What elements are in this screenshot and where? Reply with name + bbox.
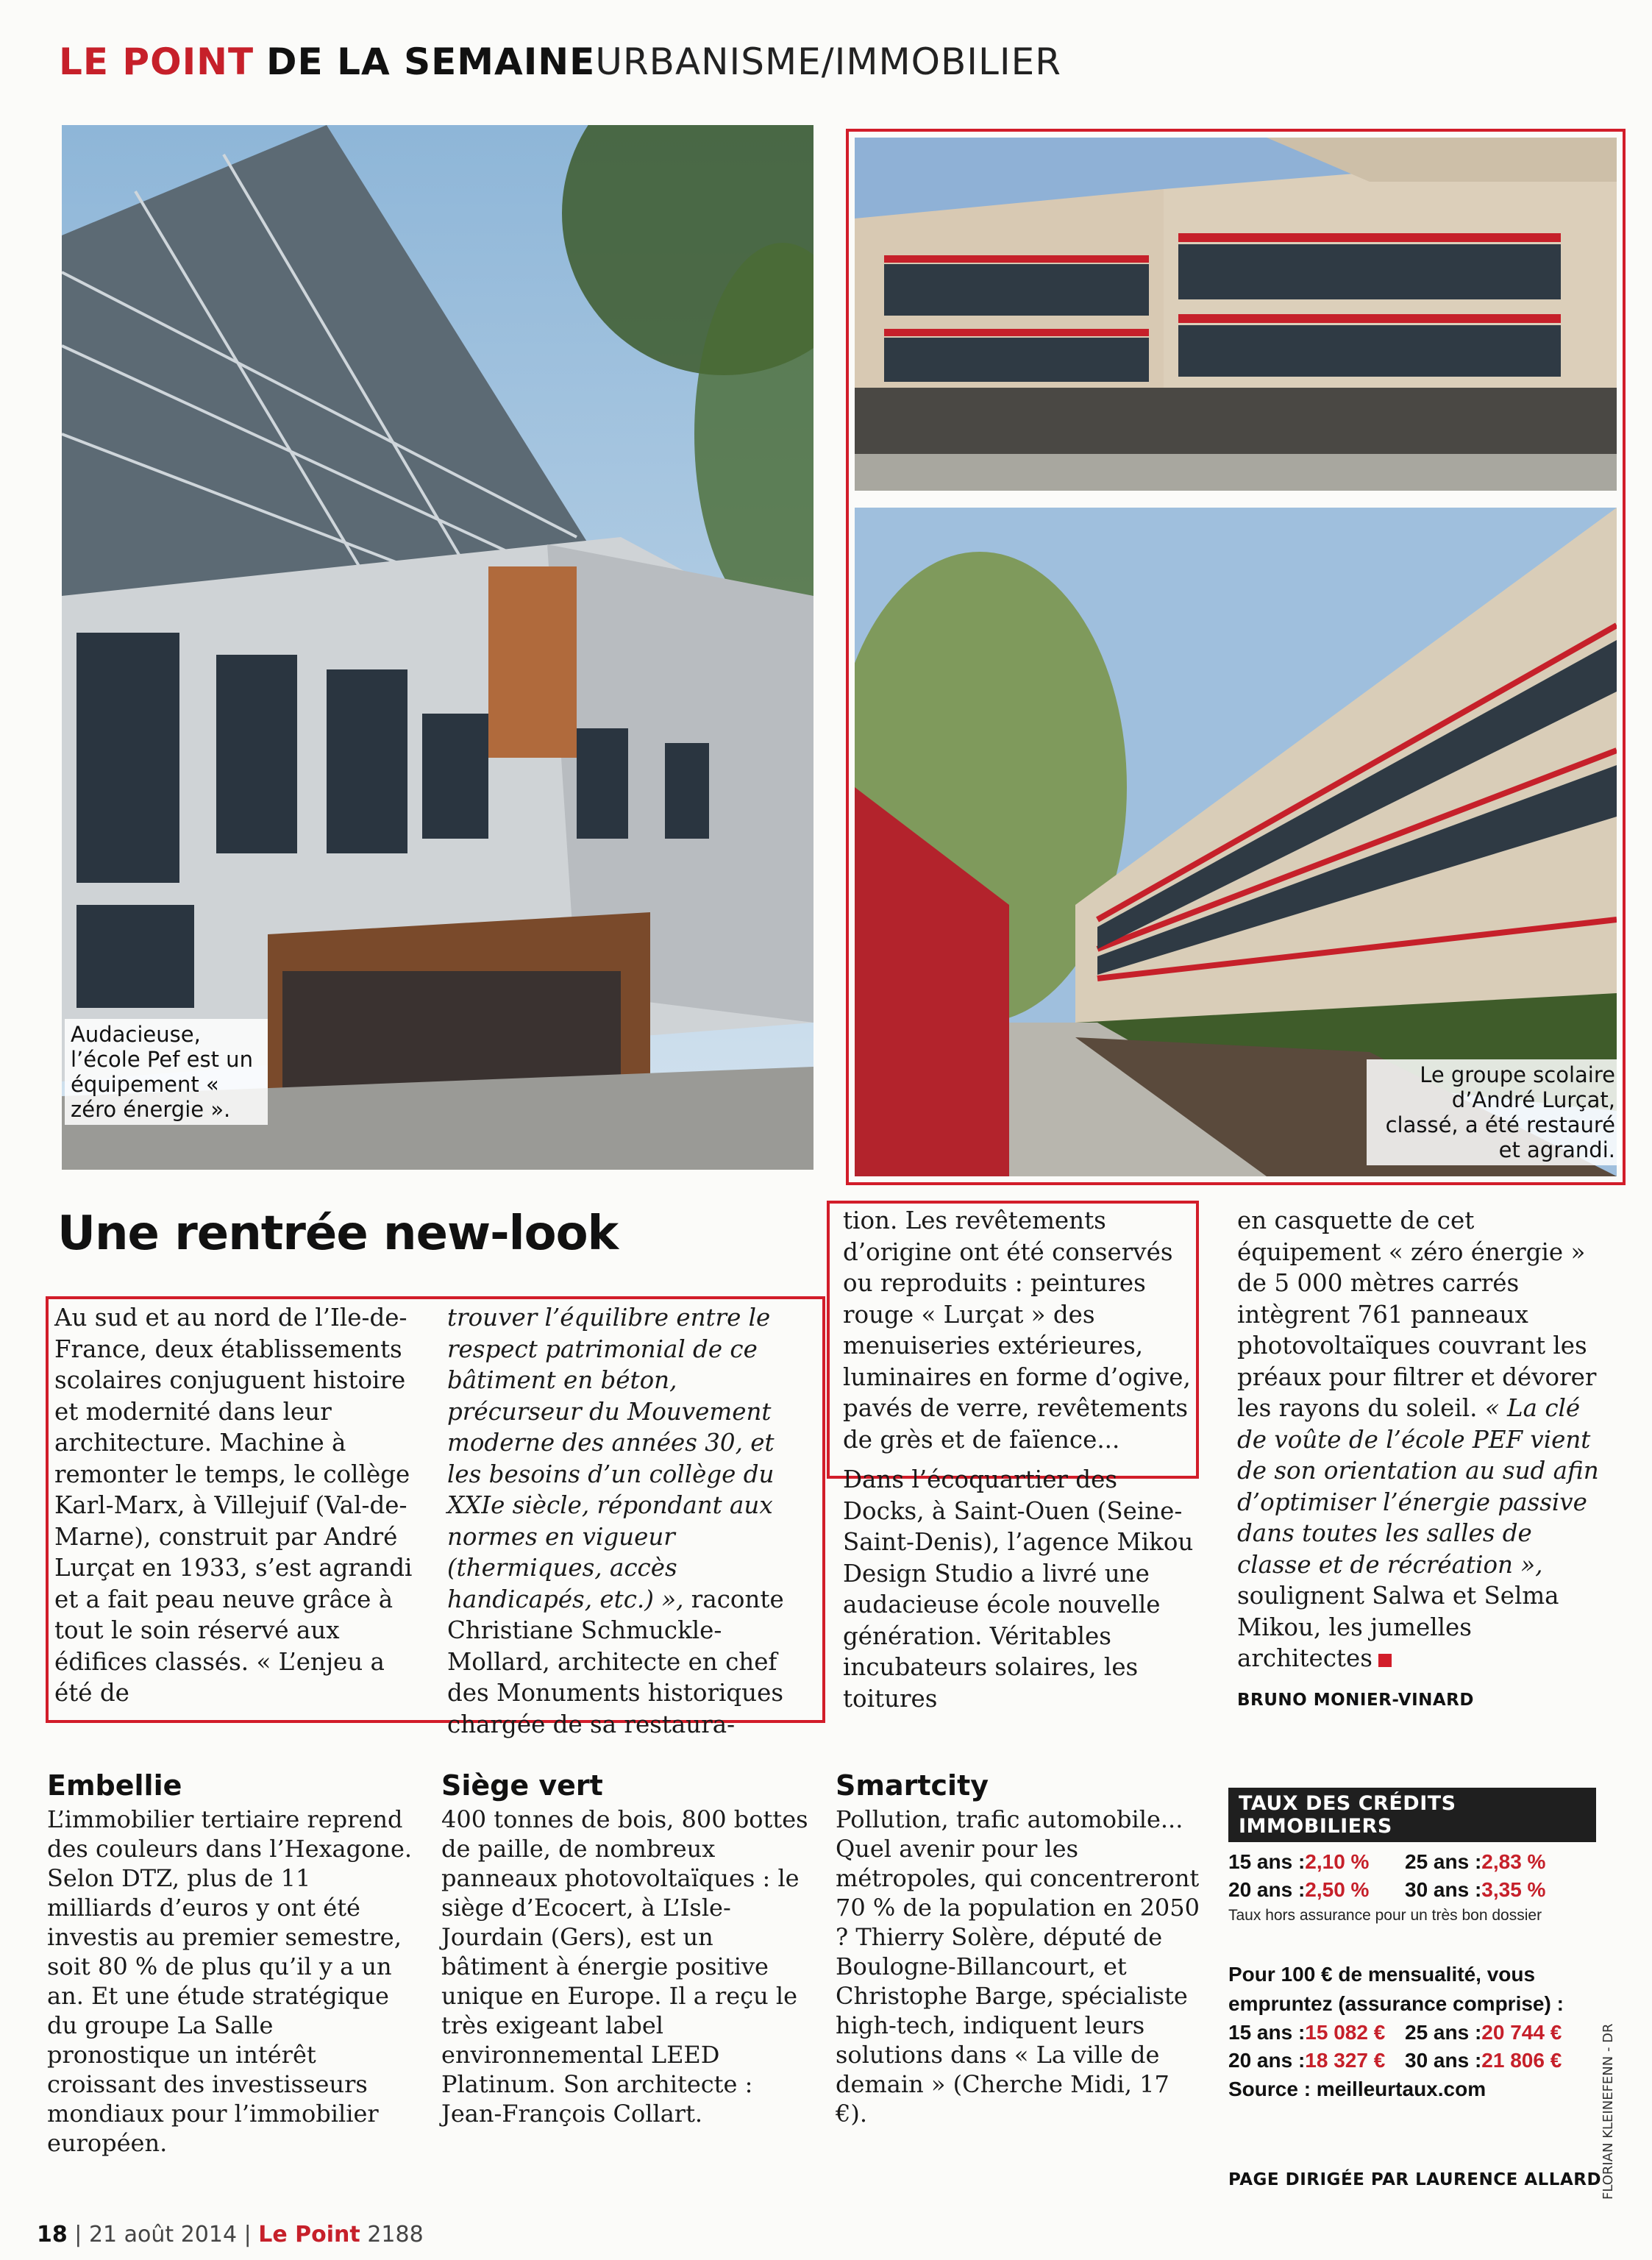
photo-lurcat-courtyard bbox=[855, 138, 1617, 491]
brief-title: Siège vert bbox=[441, 1769, 603, 1802]
header-category: URBANISME/IMMOBILIER bbox=[595, 40, 1061, 83]
brief-title: Embellie bbox=[47, 1769, 182, 1802]
article-quote-lurcat bbox=[447, 1302, 812, 1740]
rate-value: 3,35 % bbox=[1481, 1878, 1546, 1901]
quote-attribution: raconte Christiane Schmuckle-Mollard, architecte en chef des Monuments historiques chargée de sa restaura- bbox=[447, 1585, 784, 1738]
magazine-name: Le Point bbox=[258, 2222, 360, 2247]
article-column-3 bbox=[843, 1205, 1195, 1714]
end-of-article-mark bbox=[1378, 1654, 1392, 1667]
brief-text: L’immobilier tertiaire reprend des couleurs dans l’Hexagone. Selon DTZ, plus de 11 milliards d’euros y ont été investis au premier semestre, soit 80 % de plus qu’il y a un an. Et une étude stratégique du groupe La Salle pronostique un intérêt croissant des investisseurs mondiaux pour l’immobilier européen. bbox=[47, 1805, 413, 2157]
monthly-label: 20 ans : bbox=[1228, 2049, 1306, 2072]
brief-title: Smartcity bbox=[836, 1769, 989, 1802]
intro-text: Au sud et au nord de l’Ile-de-France, deux établissements scolaires conjuguent histoire et modernité dans leur architecture. Machine à remonter le temps, le collège Karl-Marx, à Villejuif (Val-de-Marne), construit par André Lurçat en 1933, s’est agrandi et a fait peau neuve grâce à tout le soin réservé aux édifices classés. « L’enjeu a été de bbox=[54, 1304, 413, 1707]
brief-siege-vert bbox=[441, 1769, 809, 2128]
header-section: DE LA SEMAINE bbox=[266, 40, 596, 83]
brief-smartcity bbox=[836, 1769, 1203, 2128]
monthly-row bbox=[1228, 2047, 1596, 2075]
rates-row bbox=[1228, 1876, 1596, 1904]
monthly-payment-block bbox=[1228, 1960, 1596, 2104]
rate-label: 15 ans : bbox=[1228, 1850, 1306, 1873]
article-column-2 bbox=[447, 1302, 812, 1740]
rate-value: 2,10 % bbox=[1305, 1850, 1370, 1873]
rates-source: Source : meilleurtaux.com bbox=[1228, 2078, 1487, 2100]
monthly-value: 15 082 € bbox=[1305, 2021, 1386, 2044]
page-editor: PAGE DIRIGÉE PAR LAURENCE ALLARD bbox=[1228, 2170, 1602, 2189]
issue-date: 21 août 2014 bbox=[88, 2222, 238, 2247]
section-header bbox=[59, 40, 1061, 83]
rates-title: TAUX DES CRÉDITS IMMOBILIERS bbox=[1228, 1788, 1596, 1842]
monthly-intro-line-1: Pour 100 € de mensualité, vous bbox=[1228, 1963, 1536, 1986]
brief-text: 400 tonnes de bois, 800 bottes de paille, de nombreux panneaux photovoltaïques : le siège d’Ecocert, à L’Isle-Jourdain (Gers), est un bâtiment à énergie positive unique en Europe. Il a reçu le très exigeant label environnemental LEED Platinum. Son architecte : Jean-François Collart. bbox=[441, 1805, 808, 2128]
monthly-value: 18 327 € bbox=[1305, 2049, 1386, 2072]
article-signature: BRUNO MONIER-VINARD bbox=[1237, 1691, 1474, 1710]
quote-schmuckle: trouver l’équilibre entre le respect patrimonial de ce bâtiment en béton, précurseur du Mouvement moderne des années 30, et les besoins d’un collège du XXIe siècle, répondant aux normes en vigueur (thermiques, accès handicapés, etc.) », bbox=[447, 1304, 775, 1613]
monthly-row bbox=[1228, 2019, 1596, 2047]
photo-credit: FLORIAN KLEINEFENN - DR bbox=[1601, 2023, 1616, 2200]
footer-separator: | bbox=[74, 2222, 89, 2247]
restoration-text: tion. Les revêtements d’origine ont été conservés ou reproduits : peintures rouge « Lurçat » des menuiseries extérieures, luminaires en forme d’ogive, pavés de verre, revêtements de grès et de faïence... bbox=[843, 1207, 1191, 1454]
article-headline: Une rentrée new-look bbox=[57, 1207, 619, 1261]
issue-number: 2188 bbox=[367, 2222, 424, 2247]
article-restoration-details bbox=[843, 1205, 1195, 1455]
article-column-1 bbox=[54, 1302, 415, 1709]
rate-label: 25 ans : bbox=[1405, 1850, 1482, 1873]
docks-text: Dans l’écoquartier des Docks, à Saint-Ouen (Seine-Saint-Denis), l’agence Mikou Design Studio a livré une audacieuse école nouvelle génération. Véritables incubateurs solaires, les toitures bbox=[843, 1465, 1194, 1713]
header-brand: LE POINT bbox=[59, 40, 254, 83]
monthly-label: 25 ans : bbox=[1405, 2021, 1482, 2044]
rate-value: 2,50 % bbox=[1305, 1878, 1370, 1901]
quote-mikou: « La clé de voûte de l’école PEF vient de son orientation au sud afin d’optimiser l’énergie passive dans toutes les salles de classe et de récréation », bbox=[1237, 1394, 1599, 1579]
ecole-pef-illustration bbox=[62, 125, 813, 1170]
brief-embellie bbox=[47, 1769, 415, 2158]
article-docks-school bbox=[843, 1464, 1195, 1714]
pef-text: en casquette de cet équipement « zéro énergie » de 5 000 mètres carrés intègrent 761 panneaux photovoltaïques couvrant les préaux pour filtrer et dévorer les rayons du soleil. bbox=[1237, 1207, 1597, 1422]
rate-value: 2,83 % bbox=[1481, 1850, 1546, 1873]
monthly-label: 15 ans : bbox=[1228, 2021, 1306, 2044]
page-footer bbox=[37, 2222, 424, 2247]
quote-mikou-attribution: soulignent Salwa et Selma Mikou, les jumelles architectes bbox=[1237, 1582, 1559, 1672]
monthly-label: 30 ans : bbox=[1405, 2049, 1482, 2072]
rate-label: 30 ans : bbox=[1405, 1878, 1482, 1901]
monthly-value: 21 806 € bbox=[1481, 2049, 1562, 2072]
caption-lurcat: Le groupe scolaire d’André Lurçat, classé, a été restauré et agrandi. bbox=[1367, 1059, 1621, 1165]
rates-row bbox=[1228, 1848, 1596, 1876]
rate-label: 20 ans : bbox=[1228, 1878, 1306, 1901]
article-column-4 bbox=[1237, 1205, 1602, 1674]
article-paragraph-intro bbox=[54, 1302, 415, 1709]
page-number: 18 bbox=[37, 2222, 68, 2247]
brief-text: Pollution, trafic automobile... Quel avenir pour les métropoles, qui concentreront 70 % de la population en 2050 ? Thierry Solère, député de Boulogne-Billancourt, et Christophe Barge, spécialiste high-tech, indiquent leurs solutions dans « La ville de demain » (Cherche Midi, 17 €). bbox=[836, 1805, 1200, 2128]
monthly-value: 20 744 € bbox=[1481, 2021, 1562, 2044]
mortgage-rates-box bbox=[1228, 1788, 1596, 2104]
footer-separator: | bbox=[243, 2222, 259, 2247]
rates-table bbox=[1228, 1848, 1596, 1904]
article-pef-school bbox=[1237, 1205, 1602, 1674]
rates-note: Taux hors assurance pour un très bon dossier bbox=[1228, 1907, 1542, 1924]
photo-ecole-pef bbox=[62, 125, 813, 1170]
caption-ecole-pef: Audacieuse, l’école Pef est un équipement « zéro énergie ». bbox=[65, 1019, 268, 1125]
lurcat-courtyard-illustration bbox=[855, 138, 1617, 491]
monthly-intro-line-2: empruntez (assurance comprise) : bbox=[1228, 1992, 1564, 2015]
